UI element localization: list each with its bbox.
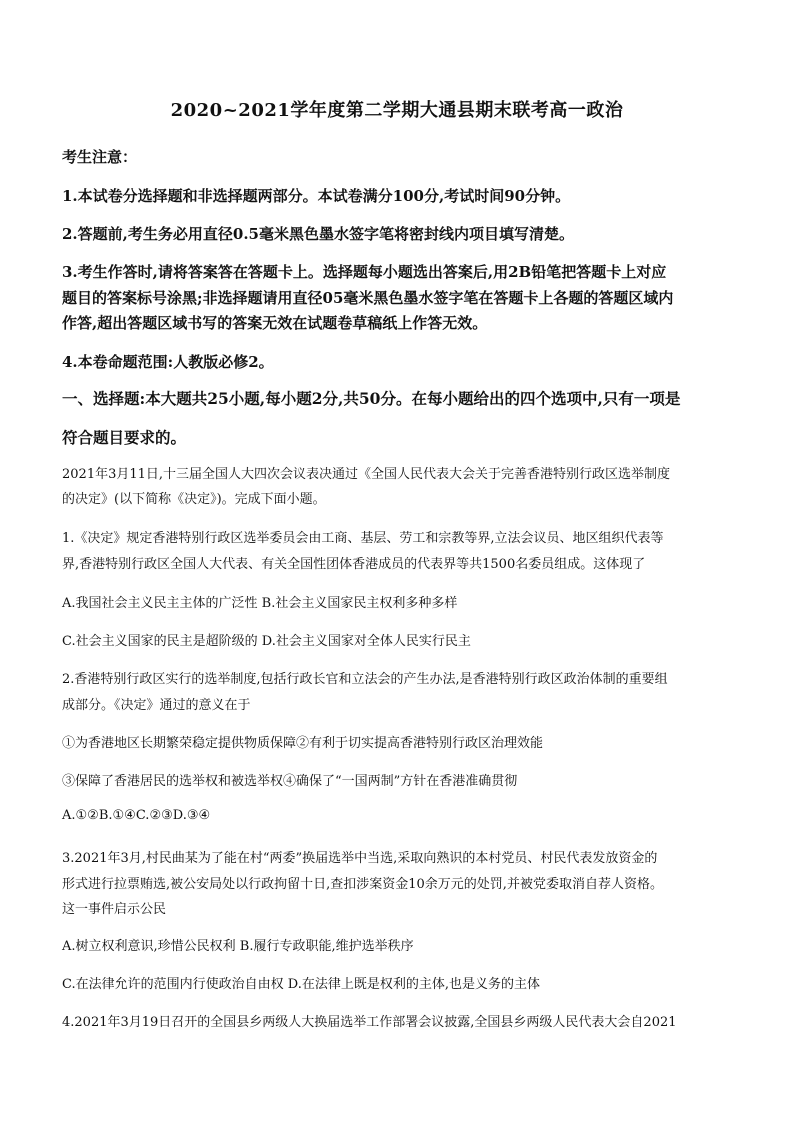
question-1-options-line-1: A.我国社会主义民主主体的广泛性 B.社会主义国家民主权利多种多样 [62,596,458,611]
notice-heading: 考生注意： [62,148,138,166]
question-1-stem-line-2: 界,香港特别行政区全国人大代表、有关全国性团体香港成员的代表界等共1500名委员组成。这体现了 [62,557,646,572]
exam-title: 2020~2021学年度第二学期大通县期末联考高一政治 [170,100,624,121]
question-2-stem-line-2: 成部分。《决定》通过的意义在于 [62,698,251,713]
question-3-options-line-1: A.树立权利意识,珍惜公民权利 B.履行专政职能,维护选举秩序 [62,939,414,954]
question-2-stem-line-1: 2.香港特别行政区实行的选举制度,包括行政长官和立法会的产生办法,是香港特别行政区政治体制的重要组 [62,672,668,687]
question-1-stem-line-1: 1.《决定》规定香港特别行政区选举委员会由工商、基层、劳工和宗教等界,立法会议员、地区组织代表等 [62,531,664,546]
question-2-items-line-2: ③保障了香港居民的选举权和被选举权④确保了“一国两制”方针在香港准确贯彻 [62,774,518,789]
notice-item-4: 4.本卷命题范围:人教版必修2。 [62,353,274,371]
question-2-options: A.①②B.①④C.②③D.③④ [62,808,211,823]
question-4-stem-line-1: 4.2021年3月19日召开的全国县乡两级人大换届选举工作部署会议披露,全国县乡两级人民代表大会自2021 [62,1015,677,1030]
material-line-1: 2021年3月11日,十三届全国人大四次会议表决通过《全国人民代表大会关于完善香港特别行政区选举制度 [62,467,671,482]
question-3-options-line-2: C.在法律允许的范围内行使政治自由权 D.在法律上既是权利的主体,也是义务的主体 [62,977,540,992]
question-2-items-line-1: ①为香港地区长期繁荣稳定提供物质保障②有利于切实提高香港特别行政区治理效能 [62,736,544,751]
notice-item-3-line-2: 题目的答案标号涂黑;非选择题请用直径05毫米黑色墨水签字笔在答题卡上各题的答题区域内 [62,289,674,307]
question-3-stem-line-3: 这一事件启示公民 [62,902,167,917]
question-3-stem-line-2: 形式进行拉票贿选,被公安局处以行政拘留十日,查扣涉案资金10余万元的处罚,并被党委取消自荐人资格。 [62,877,663,892]
notice-item-3-line-3: 作答,超出答题区域书写的答案无效在试题卷草稿纸上作答无效。 [62,314,488,332]
section-1-heading-line-1: 一、选择题:本大题共25小题,每小题2分,共50分。在每小题给出的四个选项中,只有一项是 [62,389,681,408]
notice-item-1: 1.本试卷分选择题和非选择题两部分。本试卷满分100分,考试时间90分钟。 [62,187,571,205]
notice-item-3-line-1: 3.考生作答时,请将答案答在答题卡上。选择题每小题选出答案后,用2B铅笔把答题卡上对应 [62,263,667,281]
notice-item-2: 2.答题前,考生务必用直径0.5毫米黑色墨水签字笔将密封线内项目填写清楚。 [62,225,574,243]
section-1-heading-line-2: 符合题目要求的。 [62,428,187,447]
question-1-options-line-2: C.社会主义国家的民主是超阶级的 D.社会主义国家对全体人民实行民主 [62,634,471,649]
material-line-2: 的决定》(以下简称《决定》)。完成下面小题。 [62,492,326,507]
question-3-stem-line-1: 3.2021年3月,村民曲某为了能在村“两委”换届选举中当选,采取向熟识的本村党员、村民代表发放资金的 [62,851,658,866]
